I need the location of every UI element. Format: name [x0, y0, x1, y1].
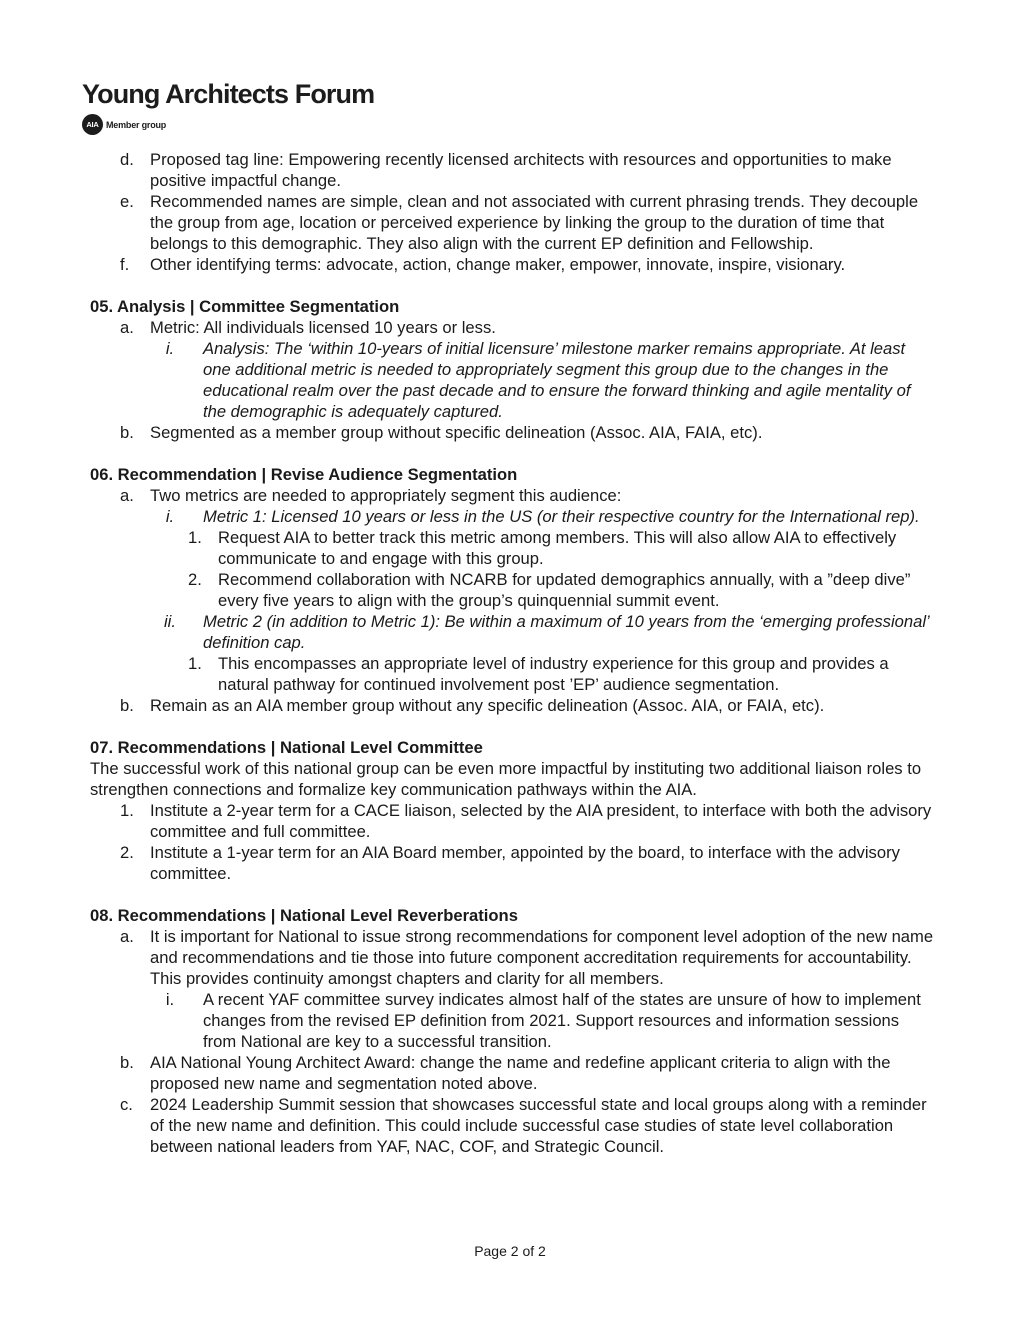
list-text: Analysis: The ‘within 10-years of initial licensure’ milestone marker remains appropriate. At least one additional metric is needed to appropriately segment this group due to the changes in the educational realm over the past decade and to ensure the forward thinking and agile mentality of the demographic is adequately captured.: [203, 339, 911, 421]
section-heading-06: 06. Recommendation | Revise Audience Segmentation: [90, 465, 518, 484]
section-heading-08: 08. Recommendations | National Level Reverberations: [90, 906, 518, 925]
list-item: [90, 611, 936, 653]
list-text: Institute a 2-year term for a CACE liaison, selected by the AIA president, to interface with both the advisory committee and full committee.: [150, 801, 932, 841]
list-marker: e.: [120, 192, 134, 211]
list-item: [90, 800, 936, 842]
page-number: Page 2 of 2: [474, 1243, 546, 1259]
section-intro: The successful work of this national group can be even more impactful by instituting two additional liaison roles to strengthen connections and formalize key communication pathways within the AIA.: [90, 759, 922, 799]
list-item: [90, 485, 936, 506]
list-text: Proposed tag line: Empowering recently licensed architects with resources and opportunities to make positive impactful change.: [150, 150, 892, 190]
list-item: [90, 338, 936, 422]
section-heading-05: 05. Analysis | Committee Segmentation: [90, 297, 400, 316]
list-marker: b.: [120, 696, 134, 715]
list-text: This encompasses an appropriate level of industry experience for this group and provides a natural pathway for continued involvement post ’EP’ audience segmentation.: [218, 654, 889, 694]
list-marker: f.: [120, 255, 130, 274]
list-item: [90, 926, 936, 989]
list-text: 2024 Leadership Summit session that showcases successful state and local groups along with a reminder of the new name and definition. This could include successful case studies of state level collaboration between national leaders from YAF, NAC, COF, and Strategic Council.: [150, 1095, 927, 1156]
list-text: It is important for National to issue strong recommendations for component level adoption of the new name and recommendations and tie those into future component accreditation requirements for accountability. This provides continuity amongst chapters and clarity for all members.: [150, 927, 934, 988]
list-marker: a.: [120, 318, 134, 337]
list-marker: b.: [120, 1053, 134, 1072]
list-marker: 2.: [188, 570, 202, 589]
list-marker: i.: [165, 990, 175, 1009]
list-item: [90, 1094, 936, 1157]
list-marker: 1.: [188, 528, 202, 547]
list-text: A recent YAF committee survey indicates almost half of the states are unsure of how to implement changes from the revised EP definition from 2021. Support resources and information sessions from National are key to a successful transition.: [203, 990, 921, 1051]
section-heading-07: 07. Recommendations | National Level Committee: [90, 738, 483, 757]
forum-title: Young Architects Forum: [82, 79, 375, 109]
header-logo: [82, 78, 374, 135]
list-marker: a.: [120, 927, 134, 946]
list-text: Two metrics are needed to appropriately segment this audience:: [150, 486, 622, 505]
list-marker: 1.: [120, 801, 134, 820]
list-text: AIA National Young Architect Award: change the name and redefine applicant criteria to align with the proposed new name and segmentation noted above.: [150, 1053, 891, 1093]
list-item: [90, 149, 936, 191]
list-marker: b.: [120, 423, 134, 442]
document-body: [90, 149, 936, 1157]
list-text: Recommended names are simple, clean and not associated with current phrasing trends. They decouple the group from age, location or perceived experience by linking the group to the duration of time that belongs to this demographic. They also align with the current EP definition and Fellowship.: [150, 192, 919, 253]
list-marker: a.: [120, 486, 134, 505]
member-group-label: Member group: [106, 119, 167, 130]
list-text: Other identifying terms: advocate, action, change maker, empower, innovate, inspire, visionary.: [150, 255, 846, 274]
list-marker: 2.: [120, 843, 134, 862]
list-text: Metric 2 (in addition to Metric 1): Be within a maximum of 10 years from the ‘emerging professional’ definition cap.: [203, 612, 929, 652]
list-item: [90, 842, 936, 884]
list-item: [90, 695, 936, 716]
list-item: [90, 254, 936, 275]
list-text: Remain as an AIA member group without any specific delineation (Assoc. AIA, or FAIA, etc).: [150, 696, 825, 715]
list-text: Recommend collaboration with NCARB for updated demographics annually, with a ”deep dive” every five years to align with the group’s quinquennial summit event.: [218, 570, 911, 610]
list-text: Metric: All individuals licensed 10 years or less.: [150, 318, 496, 337]
member-group-line: [82, 114, 374, 135]
list-text: Request AIA to better track this metric among members. This will also allow AIA to effectively communicate to and engage with this group.: [218, 528, 897, 568]
list-item: [90, 422, 936, 443]
list-item: [90, 506, 936, 527]
list-item: [90, 1052, 936, 1094]
list-marker: ii.: [164, 612, 176, 631]
list-marker: i.: [165, 339, 175, 358]
list-item: [90, 653, 936, 695]
list-marker: c.: [120, 1095, 133, 1114]
list-item: [90, 191, 936, 254]
list-text: Metric 1: Licensed 10 years or less in the US (or their respective country for the International rep).: [203, 507, 920, 526]
list-item: [90, 527, 936, 569]
list-text: Segmented as a member group without specific delineation (Assoc. AIA, FAIA, etc).: [150, 423, 763, 442]
list-marker: 1.: [188, 654, 202, 673]
list-marker: i.: [165, 507, 175, 526]
list-item: [90, 317, 936, 338]
aia-logo-icon: AIA: [82, 114, 103, 135]
list-text: Institute a 1-year term for an AIA Board member, appointed by the board, to interface with the advisory committee.: [150, 843, 900, 883]
list-item: [90, 989, 936, 1052]
list-item: [90, 569, 936, 611]
list-marker: d.: [120, 150, 134, 169]
